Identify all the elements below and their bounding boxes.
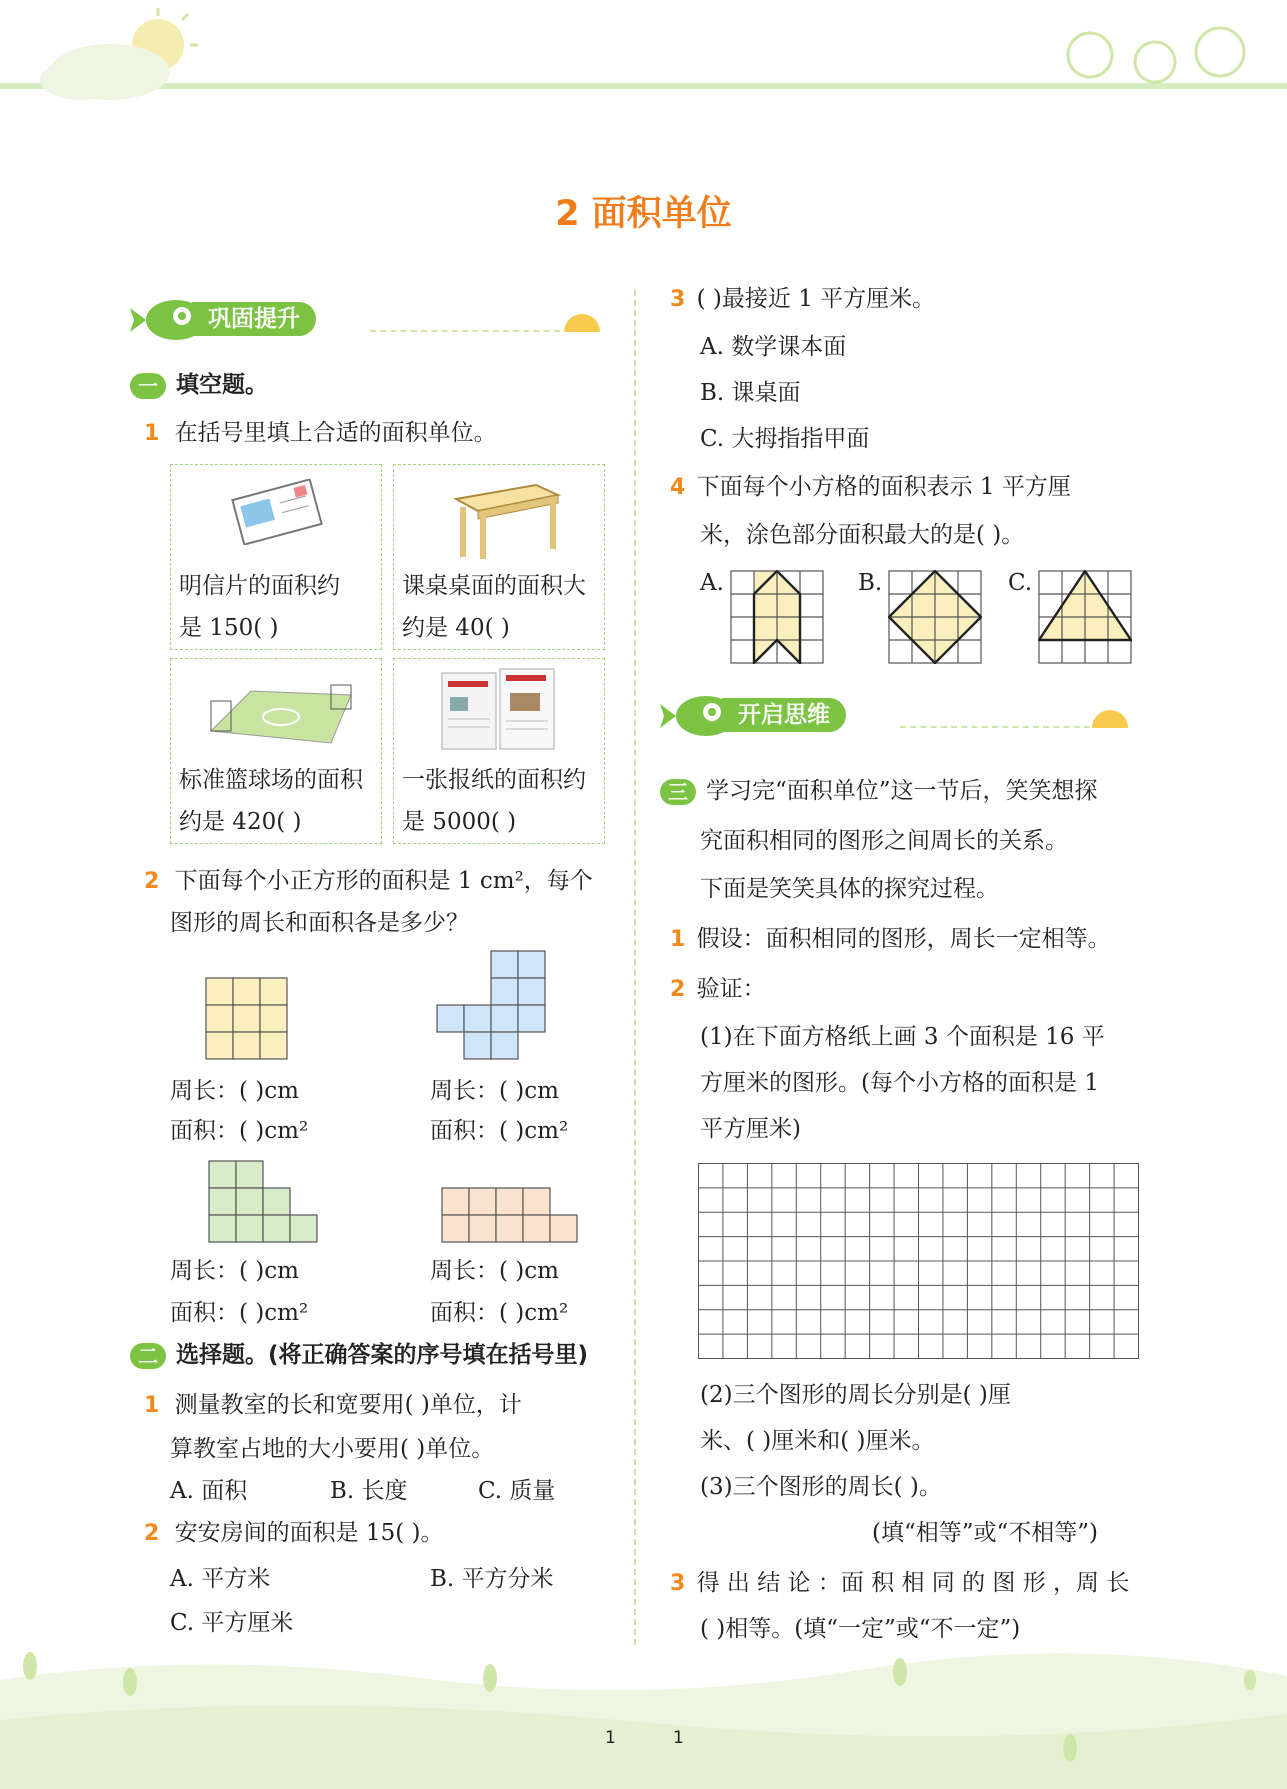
step-3-line2: ( )相等。(填“一定”或“不一定”): [700, 1616, 1021, 1642]
question-number: 1: [144, 1393, 160, 1418]
section3-heading: [660, 768, 1098, 814]
step-2-part1-line1: (1)在下面方格纸上画 3 个面积是 16 平: [700, 1024, 1105, 1050]
figure-blue-shape: [436, 950, 548, 1062]
step-number: 3: [670, 1571, 686, 1596]
question-2-line2: 图形的周长和面积各是多少？: [170, 910, 469, 936]
question-number: 2: [144, 869, 160, 894]
choice-4-line2: 米，涂色部分面积最大的是( )。: [700, 522, 1025, 548]
box-text-line2: 约是 40( ): [402, 615, 510, 641]
choice-3-option-a: A. 数学课本面: [700, 334, 847, 360]
banner-consolidate: [130, 296, 610, 344]
question-text-line1: 测量教室的长和宽要用( )单位，计: [174, 1392, 522, 1418]
section-title: 填空题。: [176, 372, 268, 398]
desk-image: [446, 477, 562, 561]
step-2-part2-line2: 米、( )厘米和( )厘米。: [700, 1428, 935, 1454]
figure2-area: 面积：( )cm²: [430, 1118, 569, 1144]
step-2-part1-line3: 平方厘米): [700, 1116, 801, 1142]
step-text-line1: 得 出 结 论 ：面 积 相 同 的 图 形 ，周 长: [696, 1570, 1130, 1596]
step-text: 假设：面积相同的图形，周长一定相等。: [696, 926, 1111, 952]
sun-icon: [1088, 704, 1134, 734]
step-3: [670, 1560, 1129, 1607]
figure3-perimeter: 周长：( )cm: [170, 1258, 299, 1284]
choice-2-option-b: B. 平方分米: [430, 1566, 554, 1592]
section-title: 选择题。(将正确答案的序号填在括号里): [176, 1342, 589, 1368]
option-c-label: C.: [1008, 570, 1033, 596]
page-number-right: 1: [673, 1728, 684, 1748]
box-text-line2: 是 150( ): [179, 615, 279, 641]
choice-1-option-c: C. 质量: [478, 1478, 556, 1504]
figure4-perimeter: 周长：( )cm: [430, 1258, 559, 1284]
choice-4: [670, 464, 1071, 511]
choice-1-option-b: B. 长度: [330, 1478, 408, 1504]
choice-3-option-c: C. 大拇指指甲面: [700, 426, 870, 452]
banner-label: 开启思维: [722, 698, 846, 732]
page-title: 2 面积单位: [555, 194, 732, 234]
figure1-area: 面积：( )cm²: [170, 1118, 309, 1144]
section-tag: 一: [130, 373, 166, 399]
newspaper-image: [440, 667, 556, 753]
section2-heading: [130, 1332, 588, 1378]
box-text-line1: 课桌桌面的面积大: [402, 573, 586, 599]
question-number: 4: [670, 475, 686, 500]
choice-1: [144, 1382, 522, 1429]
box-desk: [393, 464, 605, 650]
choice-3-option-b: B. 课桌面: [700, 380, 801, 406]
choice-1-option-a: A. 面积: [170, 1478, 248, 1504]
figure-peach-shape: [441, 1187, 581, 1245]
step-2-part2-line1: (2)三个图形的周长分别是( )厘: [700, 1382, 1011, 1408]
banner-thinking: [660, 692, 1140, 740]
section-tag: 三: [660, 779, 696, 805]
box-text-line1: 标准篮球场的面积: [179, 767, 363, 793]
section1-heading: [130, 362, 268, 408]
sun-icon: [560, 308, 606, 338]
footer-landscape: [0, 1630, 1287, 1789]
choice-3: [670, 276, 935, 323]
question-text: 在括号里填上合适的面积单位。: [174, 420, 497, 446]
postcard-image: [227, 479, 327, 545]
box-postcard: [170, 464, 382, 650]
box-newspaper: [393, 658, 605, 844]
figure-yellow-grid: [205, 977, 289, 1061]
question-text-line1: ( )最接近 1 平方厘米。: [696, 286, 936, 312]
question-number: 1: [144, 421, 160, 446]
box-text-line1: 明信片的面积约: [179, 573, 340, 599]
box-basketball-court: [170, 658, 382, 844]
step-number: 1: [670, 927, 686, 952]
basketball-court-image: [201, 671, 361, 751]
question-number: 3: [670, 287, 686, 312]
question-2: [144, 858, 593, 905]
step-2-part3-hint: (填“相等”或“不相等”): [872, 1520, 1098, 1546]
drawing-grid[interactable]: [698, 1163, 1140, 1360]
option-a-figure: [730, 570, 824, 664]
question-1: [144, 410, 497, 457]
step-number: 2: [670, 977, 686, 1002]
section3-line3: 下面是笑笑具体的探究过程。: [700, 876, 999, 902]
question-text-line1: 安安房间的面积是 15( )。: [174, 1520, 444, 1546]
section-tag: 二: [130, 1343, 166, 1369]
figure4-area: 面积：( )cm²: [430, 1300, 569, 1326]
option-a-label: A.: [700, 570, 724, 596]
column-divider: [634, 290, 636, 1645]
step-text: 验证：: [696, 976, 766, 1002]
question-text-line1: 下面每个小方格的面积表示 1 平方厘: [696, 474, 1071, 500]
figure2-perimeter: 周长：( )cm: [430, 1078, 559, 1104]
choice-2: [144, 1510, 443, 1557]
figure1-perimeter: 周长：( )cm: [170, 1078, 299, 1104]
page-number-left: 1: [605, 1728, 616, 1748]
step-2-part1-line2: 方厘米的图形。(每个小方格的面积是 1: [700, 1070, 1099, 1096]
figure3-area: 面积：( )cm²: [170, 1300, 309, 1326]
section-text-line1: 学习完“面积单位”这一节后，笑笑想探: [706, 778, 1098, 804]
figure-green-staircase: [208, 1160, 322, 1244]
choice-2-option-a: A. 平方米: [170, 1566, 271, 1592]
choice-2-option-c: C. 平方厘米: [170, 1610, 294, 1636]
choice-1-line2: 算教室占地的大小要用( )单位。: [170, 1436, 495, 1462]
header-decoration: [0, 0, 1287, 110]
step-1: [670, 916, 1111, 963]
option-b-figure: [888, 570, 982, 664]
box-text-line1: 一张报纸的面积约: [402, 767, 586, 793]
step-2-part3: (3)三个图形的周长( )。: [700, 1474, 942, 1500]
option-b-label: B.: [858, 570, 883, 596]
box-text-line2: 约是 420( ): [179, 809, 302, 835]
step-2: [670, 966, 766, 1013]
question-text-line1: 下面每个小正方形的面积是 1 cm²，每个: [174, 868, 593, 894]
banner-label: 巩固提升: [192, 302, 316, 336]
question-number: 2: [144, 1521, 160, 1546]
box-text-line2: 是 5000( ): [402, 809, 517, 835]
section3-line2: 究面积相同的图形之间周长的关系。: [700, 828, 1068, 854]
option-c-figure: [1038, 570, 1132, 664]
